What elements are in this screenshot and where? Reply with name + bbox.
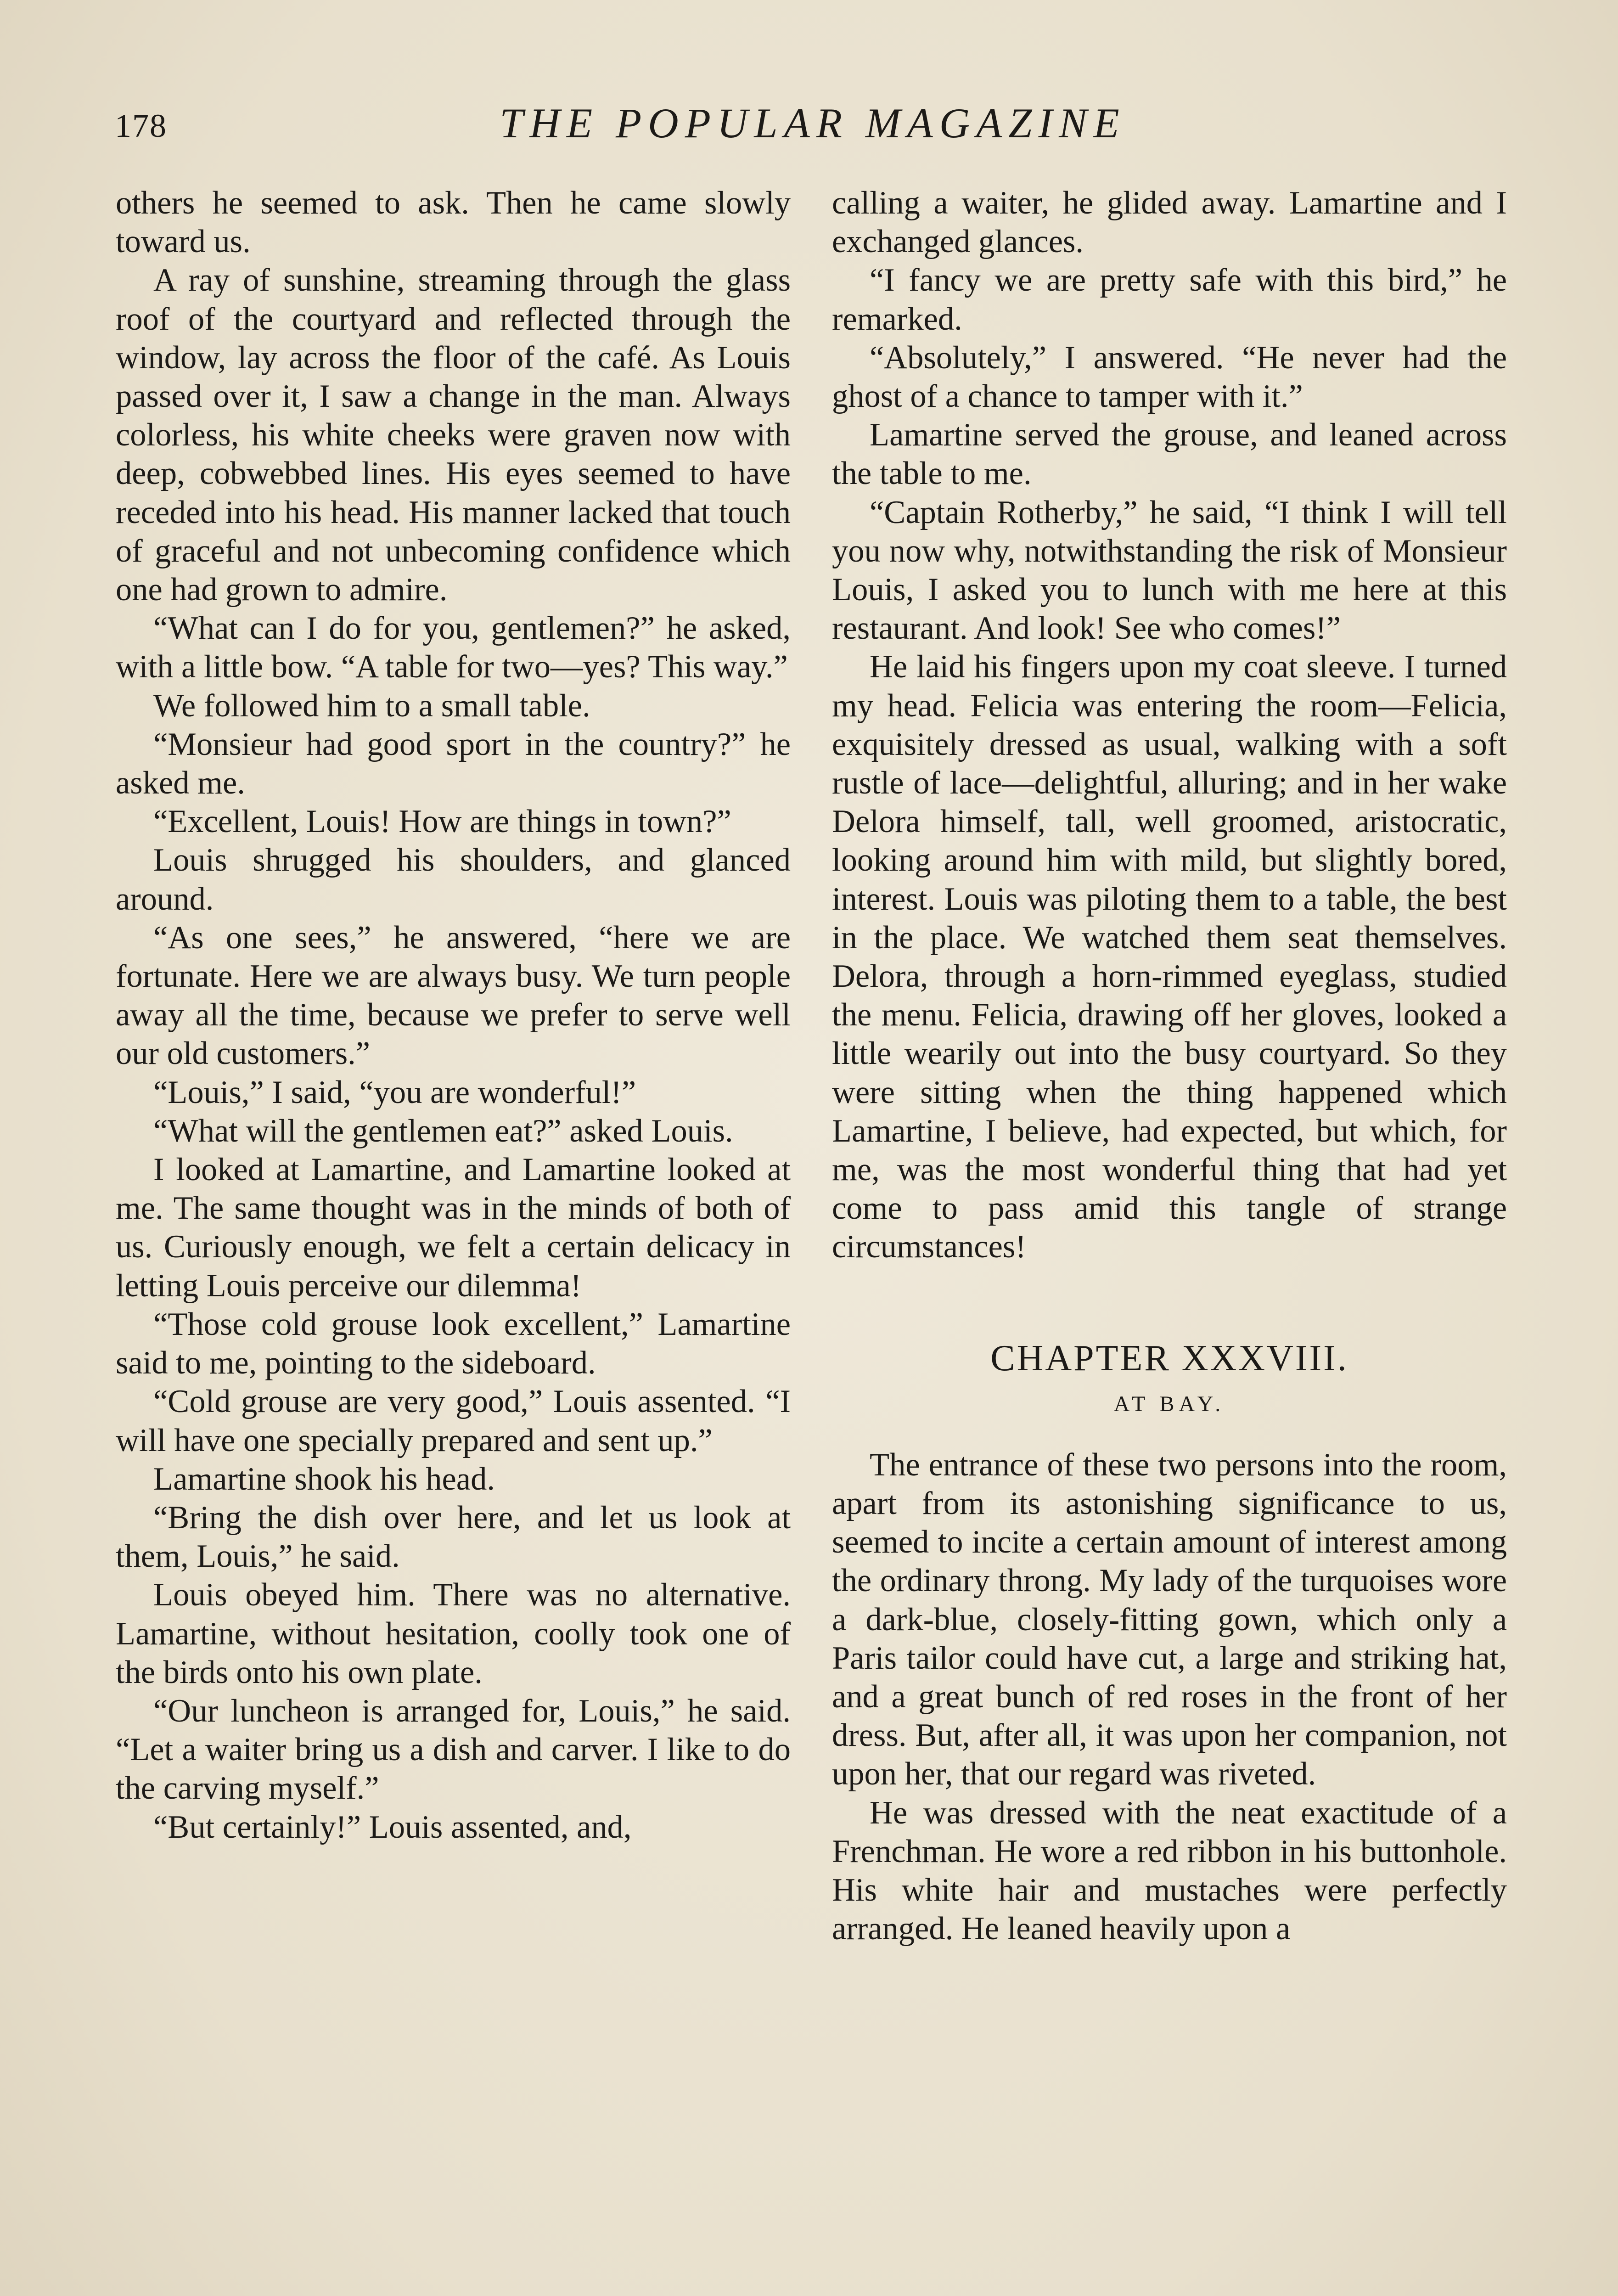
paragraph: I looked at Lamartine, and Lamartine looked at me. The same thought was in the minds of both of us. Curiously enough, we felt a certain delicacy in letting Louis perceive our dilemma! [116, 1152, 791, 1304]
right-column-text-before-chapter [832, 184, 1507, 1266]
paragraph: “Absolutely,” I answered. “He never had the ghost of a chance to tamper with it.” [832, 339, 1507, 415]
paragraph: Louis shrugged his shoulders, and glanced around. [116, 842, 791, 917]
paragraph: “Monsieur had good sport in the country?” he asked me. [116, 726, 791, 801]
paragraph: “What will the gentlemen eat?” asked Louis. [153, 1113, 733, 1149]
paragraph: Louis obeyed him. There was no alternative. Lamartine, without hesitation, coolly took one of the birds onto his own plate. [116, 1577, 791, 1690]
paragraph: “Louis,” I said, “you are wonderful!” [153, 1074, 636, 1110]
paragraph: He laid his fingers upon my coat sleeve. I turned my head. Felicia was entering the room—Felicia, exquisitely dressed as usual, walking with a soft rustle of lace—delightful, alluring; and in her wake Delora himself, tall, well groomed, aristocratic, looking around him with mild, but slightly bored, interest. Louis was piloting them to a table, the best in the place. We watched them seat themselves. Delora, through a horn-rimmed eyeglass, studied the menu. Felicia, drawing off her gloves, looked a little wearily out into the busy courtyard. So they were sitting when the thing happened which Lamartine, I believe, had expected, but which, for me, was the most wonderful thing that had yet come to pass amid this tangle of strange circumstances! [832, 649, 1507, 1265]
paragraph: “Those cold grouse look excellent,” Lamartine said to me, pointing to the sideboard. [116, 1306, 791, 1381]
paragraph: others he seemed to ask. Then he came slowly toward us. [116, 185, 791, 260]
paragraph: calling a waiter, he glided away. Lamartine and I exchanged glances. [832, 185, 1507, 260]
running-title: THE POPULAR MAGAZINE [500, 100, 1126, 146]
chapter-title: CHAPTER XXXVIII. [990, 1338, 1348, 1379]
page-header [115, 99, 1511, 154]
paragraph: Lamartine served the grouse, and leaned across the table to me. [832, 417, 1507, 492]
page-number: 178 [115, 107, 167, 144]
chapter-subtitle: AT BAY. [1113, 1391, 1225, 1416]
paragraph: “But certainly!” Louis assented, and, [153, 1809, 632, 1845]
right-column-text-after-chapter [832, 1446, 1507, 1948]
paragraph: “Bring the dish over here, and let us look at them, Louis,” he said. [116, 1499, 791, 1575]
paragraph: A ray of sunshine, streaming through the glass roof of the courtyard and reflected through the window, lay across the floor of the café. As Louis passed over it, I saw a change in the man. Always colorless, his white cheeks were graven now with deep, cobwebbed lines. His eyes seemed to have receded into his head. His manner lacked that touch of graceful and not unbecoming confidence which one had grown to admire. [116, 262, 791, 608]
paragraph: “Our luncheon is arranged for, Louis,” he said. “Let a waiter bring us a dish and carver. I like to do the carving myself.” [116, 1693, 791, 1806]
paragraph: “Captain Rotherby,” he said, “I think I will tell you now why, notwithstanding the risk of Monsieur Louis, I asked you to lunch with me here at this restaurant. And look! See who comes!” [832, 494, 1507, 647]
paragraph: He was dressed with the neat exactitude of a Frenchman. He wore a red ribbon in his buttonhole. His white hair and mustaches were perfectly arranged. He leaned heavily upon a [832, 1795, 1507, 1947]
paragraph: Lamartine shook his head. [153, 1461, 495, 1497]
paragraph: “I fancy we are pretty safe with this bird,” he remarked. [832, 262, 1507, 337]
paragraph: “Excellent, Louis! How are things in town?” [153, 804, 731, 840]
paragraph: We followed him to a small table. [153, 687, 590, 724]
paragraph: “What can I do for you, gentlemen?” he asked, with a little bow. “A table for two—yes? This way.” [116, 610, 791, 685]
right-text-column [832, 184, 1507, 1948]
paragraph: “Cold grouse are very good,” Louis assented. “I will have one specially prepared and sent up.” [116, 1384, 791, 1458]
paragraph: “As one sees,” he answered, “here we are fortunate. Here we are always busy. We turn people away all the time, because we prefer to serve well our old customers.” [116, 919, 791, 1072]
left-text-column [116, 184, 791, 1846]
paragraph: The entrance of these two persons into the room, apart from its astonishing significance to us, seemed to incite a certain amount of interest among the ordinary throng. My lady of the turquoises wore a dark-blue, closely-fitting gown, which only a Paris tailor could have cut, a large and striking hat, and a great bunch of red roses in the front of her dress. But, after all, it was upon her companion, not upon her, that our regard was riveted. [832, 1446, 1507, 1792]
